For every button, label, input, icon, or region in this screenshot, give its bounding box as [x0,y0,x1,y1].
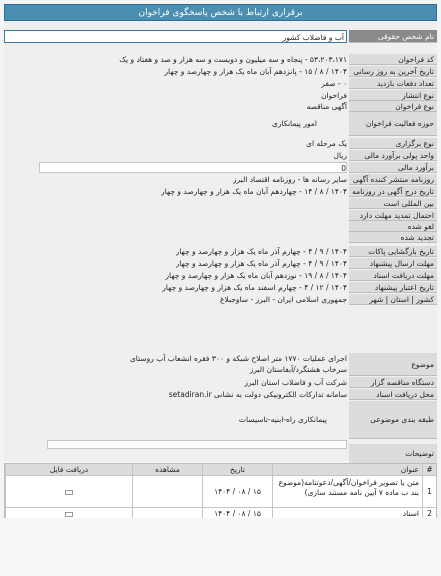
info-label: مهلت دریافت اسناد [349,270,437,281]
description-row [4,440,437,460]
table-header [5,464,436,475]
table-row [5,475,436,507]
legal-person-row [4,30,437,43]
info-value: ۱۴۰۴ / ۸ / ۱۴ - چهاردهم آبان ماه یک هزار و چهارصد و چهار [161,187,347,196]
legal-person-field[interactable]: آب و فاضلاب کشور [4,30,347,43]
info-row [4,282,437,293]
col-view: مشاهده [132,464,202,475]
view-cell [132,476,202,507]
info-value: ریال [333,151,347,160]
receive-row [4,389,437,400]
info-row [4,150,437,161]
category-value: پیمانکاری راه-ابنیه-تاسیسات [238,415,327,424]
info-label: کد فراخوان [349,54,437,65]
info-row [4,210,437,221]
info-row [4,294,437,305]
info-value: ۱۴۰۴ / ۹ / ۴ - چهارم آذر ماه یک هزار و چهارصد و چهار [175,259,347,268]
row-title: اسناد [272,508,422,519]
info-row [4,232,437,243]
col-title: عنوان [272,464,422,475]
info-row [4,138,437,149]
subject-row [4,353,437,376]
info-value: آگهی مناقصه [306,102,347,111]
col-download: دریافت فایل [5,464,132,475]
info-label: کشور | استان | شهر [349,294,437,305]
receive-label: محل دریافت اسناد [349,389,437,400]
info-label: برآورد مالی [349,162,437,173]
info-row [4,90,437,101]
info-label: نوع فراخوان [349,101,437,112]
info-value: ۱۴۰۴ / ۸ / ۱۹ - نوزدهم آبان ماه یک هزار و چهارصد و چهار [165,271,347,280]
info-row [4,174,437,185]
info-label: تعداد دفعات بازدید [349,78,437,89]
info-value: ۱۴۰۴ / ۸ / ۱۵ - پانزدهم آبان ماه یک هزار و چهارصد و چهار [164,67,347,76]
info-row [4,101,437,112]
info-label: بین المللی است [349,198,437,209]
info-row [4,54,437,65]
info-row [4,186,437,197]
info-label: تاریخ آخرین به روز رسانی [349,66,437,77]
activity-label: حوزه فعالیت فراخوان [349,112,437,136]
info-label: تاریخ بازگشایی پاکات [349,246,437,257]
org-label: دستگاه مناقصه گزار [349,377,437,388]
org-row [4,377,437,388]
legal-person-label: نام شخص حقوقی [349,30,437,43]
info-label: لغو شده [349,221,437,232]
info-value: ۱۴۰۴ / ۱۲ / ۴ - چهارم اسفند ماه یک هزار و چهارصد و چهار [162,283,347,292]
receive-value: سامانه تدارکات الکترونیکی دولت به نشانی setadiran.ir [168,390,347,399]
col-date: تاریخ [202,464,272,475]
category-row [4,401,437,439]
info-row [4,162,437,173]
info-label: واحد پولی برآورد مالی [349,150,437,161]
info-value: ۱۴۰۴ / ۹ / ۴ - چهارم آذر ماه یک هزار و چهارصد و چهار [175,247,347,256]
activity-value: امور پیمانکاری [272,119,317,128]
col-num: # [422,464,436,475]
file-icon[interactable] [65,490,73,495]
org-value: شرکت آب و فاضلاب استان البرز [244,378,347,387]
subject-value: اجرای عملیات ۱۷۷۰ متر اصلاح شبکه و ۳۰۰ فقره انشعاب آب روستای سرخاب هشتگرد/آبفاستان البرز [129,354,347,374]
info-value: ۵۳،۲۰۳،۱۷۱ - پنجاه و سه میلیون و دویست و سه هزار و صد و هفتاد و یک [119,55,347,64]
info-value: فراخوان [321,91,347,100]
row-date: ۱۴۰۴ / ۰۸ / ۱۵ [202,508,272,519]
description-value [47,440,347,449]
info-row [4,258,437,269]
info-value: سایر رسانه ها - روزنامه اقتصاد البرز [232,175,347,184]
info-row [4,246,437,257]
info-label: تاریخ اعتبار پیشنهاد [349,282,437,293]
row-title: متن یا تصویر فراخوان/آگهی/دعوتنامه(موضوع بند ب ماده ۷ آیین نامه مستند سازی) [272,476,422,507]
category-label: طبقه بندی موضوعی [349,401,437,439]
info-label: روزنامه منتشر کننده آگهی [349,174,437,185]
info-row [4,270,437,281]
row-num: 2 [422,508,436,519]
info-row [4,66,437,77]
info-label: مهلت ارسال پیشنهاد [349,258,437,269]
page-footer-area [0,518,441,576]
info-value: 0 [39,162,347,173]
info-row [4,221,437,232]
file-icon[interactable] [65,512,73,517]
info-label: نوع برگزاری [349,138,437,149]
page-title: برقراری ارتباط با شخص پاسخگوی فراخوان [4,4,437,21]
subject-label: موضوع [349,353,437,376]
info-label: احتمال تمدید مهلت دارد [349,210,437,221]
info-label: تجدید شده [349,232,437,243]
info-label: نوع انتشار [349,90,437,101]
info-row [4,78,437,89]
documents-table [4,463,437,520]
info-label: تاریخ درج آگهی در روزنامه [349,186,437,197]
description-label: توضیحات [349,444,437,464]
info-value: جمهوری اسلامی ایران - البرز - ساوجبلاغ [220,295,347,304]
info-row [4,198,437,209]
info-value: یک مرحله ای [306,139,347,148]
info-value: ۰ - صفر [321,79,347,88]
activity-row [4,112,437,136]
row-num: 1 [422,476,436,507]
download-cell[interactable] [5,476,132,507]
row-date: ۱۴۰۴ / ۰۸ / ۱۵ [202,476,272,507]
